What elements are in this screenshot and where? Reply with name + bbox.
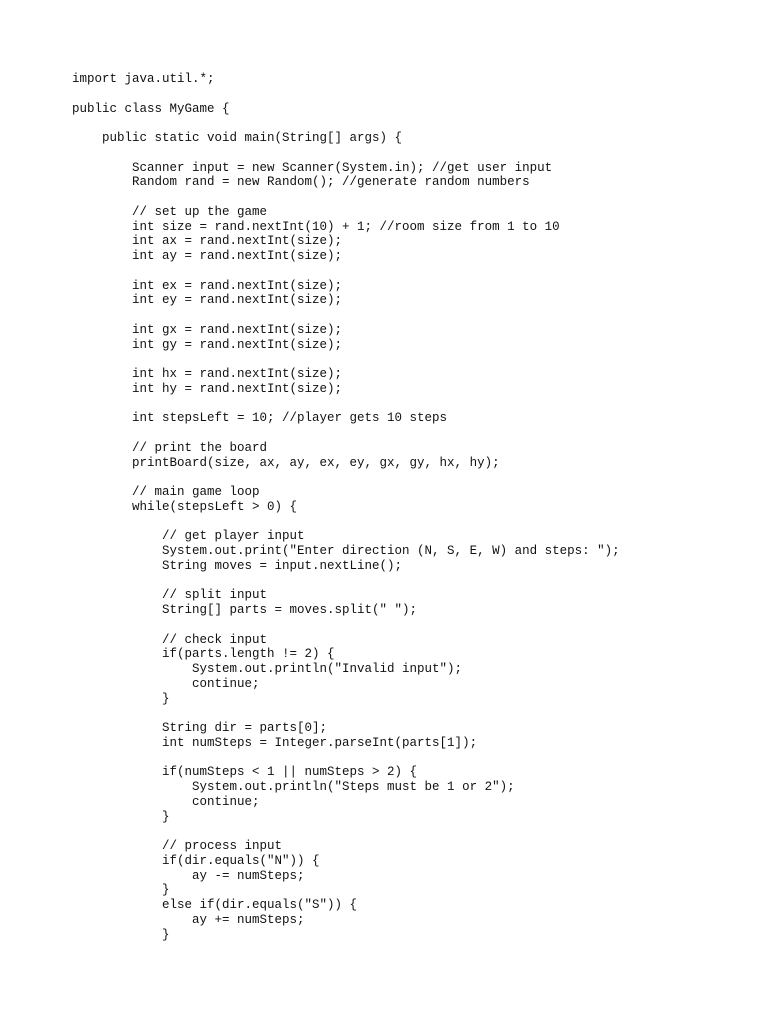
code-line: int ax = rand.nextInt(size); — [72, 234, 343, 249]
code-line — [72, 426, 620, 441]
code-line: } — [72, 927, 170, 942]
code-line — [72, 190, 620, 205]
code-line — [72, 116, 620, 131]
code-listing — [72, 72, 620, 942]
code-line: int gy = rand.nextInt(size); — [72, 337, 343, 352]
code-line: public class MyGame { — [72, 101, 230, 116]
code-line: System.out.println("Invalid input"); — [72, 662, 463, 676]
code-line — [72, 87, 620, 102]
code-line: int hy = rand.nextInt(size); — [72, 381, 343, 396]
code-line: if(dir.equals("N")) { — [72, 853, 320, 868]
code-line: Scanner input = new Scanner(System.in); //get user input — [72, 160, 553, 175]
code-line: String dir = parts[0]; — [72, 721, 328, 735]
code-line: ay += numSteps; — [72, 912, 305, 927]
code-line: if(numSteps < 1 || numSteps > 2) { — [72, 765, 418, 780]
code-line: int numSteps = Integer.parseInt(parts[1]); — [72, 735, 478, 750]
code-line: printBoard(size, ax, ay, ex, ey, gx, gy, hx, hy); — [72, 455, 500, 470]
code-line: String[] parts = moves.split(" "); — [72, 603, 418, 617]
code-line: while(stepsLeft > 0) { — [72, 499, 298, 514]
code-line: int gx = rand.nextInt(size); — [72, 322, 343, 337]
code-line: int ey = rand.nextInt(size); — [72, 293, 343, 308]
code-line: // get player input — [72, 529, 305, 544]
code-line — [72, 146, 620, 161]
code-line: // split input — [72, 588, 268, 603]
code-line: // check input — [72, 632, 268, 647]
code-line: } — [72, 809, 170, 824]
code-line: // set up the game — [72, 204, 268, 219]
code-line: import java.util.*; — [72, 72, 215, 86]
code-line: // process input — [72, 839, 283, 853]
code-line: } — [72, 883, 170, 898]
code-line: // print the board — [72, 440, 268, 455]
code-line — [72, 618, 620, 633]
code-line: continue; — [72, 794, 260, 809]
code-line — [72, 824, 620, 839]
code-line — [72, 264, 620, 279]
code-line — [72, 515, 620, 530]
code-line: ay -= numSteps; — [72, 868, 305, 883]
code-line — [72, 352, 620, 367]
code-line: if(parts.length != 2) { — [72, 647, 335, 662]
code-line: int ex = rand.nextInt(size); — [72, 278, 343, 293]
code-line — [72, 574, 620, 589]
code-line: else if(dir.equals("S")) { — [72, 898, 358, 912]
code-line: String moves = input.nextLine(); — [72, 558, 403, 573]
code-line — [72, 470, 620, 485]
code-line — [72, 751, 620, 766]
code-line: continue; — [72, 676, 260, 691]
code-line — [72, 706, 620, 721]
code-line: int stepsLeft = 10; //player gets 10 steps — [72, 411, 448, 426]
code-line: System.out.print("Enter direction (N, S, E, W) and steps: "); — [72, 544, 620, 558]
code-line — [72, 308, 620, 323]
code-line: System.out.println("Steps must be 1 or 2"); — [72, 780, 515, 794]
code-line: Random rand = new Random(); //generate random numbers — [72, 175, 530, 190]
code-line: // main game loop — [72, 485, 260, 499]
code-line — [72, 397, 620, 412]
code-line: int hx = rand.nextInt(size); — [72, 367, 343, 381]
code-line: } — [72, 691, 170, 706]
code-line: public static void main(String[] args) { — [72, 131, 403, 145]
code-line: int ay = rand.nextInt(size); — [72, 249, 343, 263]
code-line: int size = rand.nextInt(10) + 1; //room size from 1 to 10 — [72, 219, 560, 234]
